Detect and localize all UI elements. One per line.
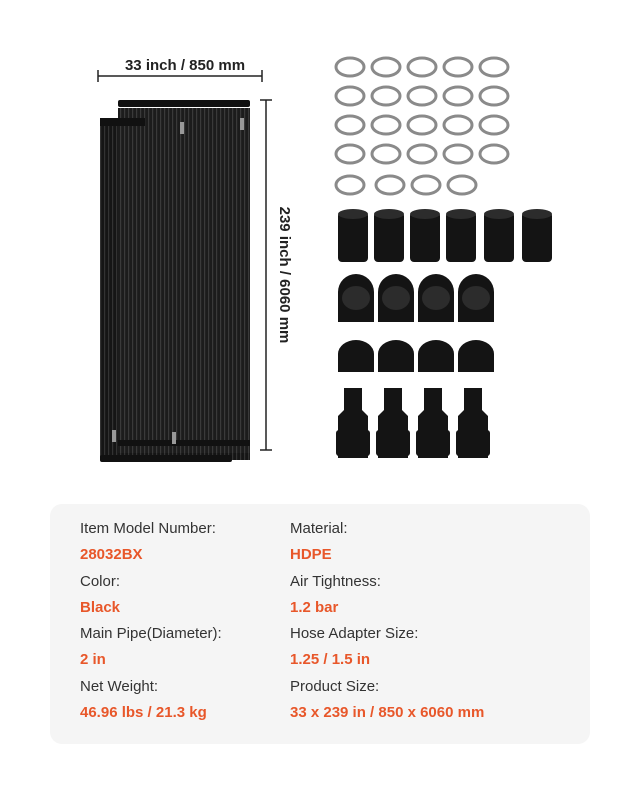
spec-label: Net Weight:: [80, 677, 159, 695]
spec-item-color: [80, 571, 222, 624]
height-label: 239 inch / 6060 mm: [276, 206, 293, 344]
spec-value: 1.25 / 1.5 in: [290, 651, 371, 668]
spec-value: 2 in: [80, 651, 106, 668]
couplers: [338, 209, 552, 262]
spec-label: Material:: [290, 520, 348, 537]
solar-panel: [100, 100, 250, 462]
spec-item-air-tightness: [290, 571, 484, 624]
spec-item-product-size: [290, 676, 484, 729]
spec-item-main-pipe: [80, 623, 222, 676]
spec-value: Black: [80, 598, 121, 616]
spec-label: Product Size:: [290, 677, 380, 695]
hose-clamps: [336, 58, 508, 194]
width-label: 33 inch / 850 mm: [124, 57, 246, 74]
elbow-fittings: [338, 274, 494, 322]
spec-value: HDPE: [290, 546, 332, 563]
spec-card: [50, 504, 590, 744]
end-caps: [338, 340, 494, 372]
spec-label: Main Pipe(Diameter):: [80, 625, 222, 642]
spec-item-model: [80, 518, 222, 571]
spec-item-hose-adapter: [290, 623, 484, 676]
spec-label: Hose Adapter Size:: [290, 625, 419, 642]
spec-item-net-weight: [80, 676, 222, 729]
spec-label: Air Tightness:: [290, 572, 381, 590]
width-dimension: [98, 57, 262, 82]
spec-label: Color:: [80, 572, 121, 590]
spec-item-material: [290, 518, 484, 571]
spec-value: 28032BX: [80, 546, 143, 563]
spec-value: 33 x 239 in / 850 x 6060 mm: [290, 703, 485, 721]
spec-value: 46.96 lbs / 21.3 kg: [80, 703, 207, 721]
spec-column-right: [290, 518, 484, 728]
height-dimension: [260, 100, 293, 450]
hose-adapters: [336, 388, 490, 458]
spec-value: 1.2 bar: [290, 598, 339, 616]
spec-column-left: [80, 518, 222, 728]
spec-label: Item Model Number:: [80, 520, 216, 537]
